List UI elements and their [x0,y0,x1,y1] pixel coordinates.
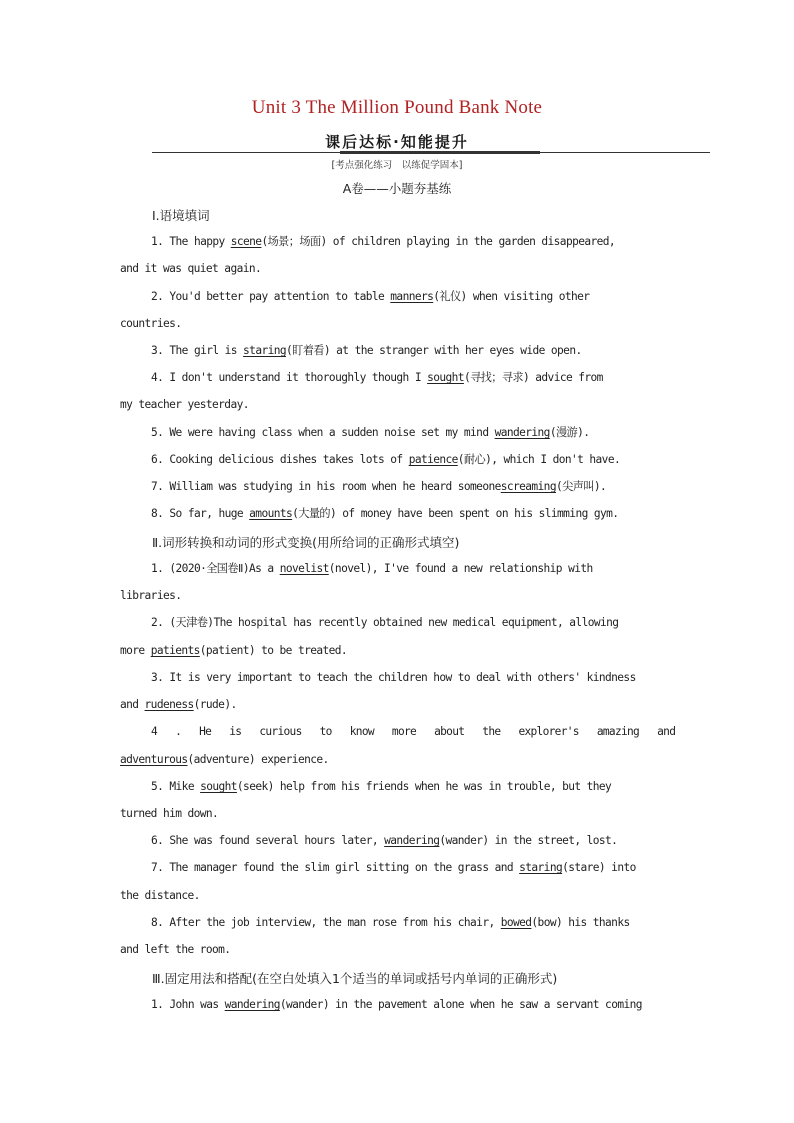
p2-q3-line1: 3. It is very important to teach the children how to deal with others' kindness [151,671,636,684]
p2-q4-line2: adventurous(adventure) experience. [120,753,329,766]
answer: staring [519,861,563,874]
answer: adventurous [120,753,188,766]
part3-heading: Ⅲ.固定用法和搭配(在空白处填入1个适当的单词或括号内单词的正确形式) [152,971,558,986]
answer: wandering [494,426,550,439]
p2-q8-line1: 8. After the job interview, the man rose from his chair, bowed(bow) his thanks [151,916,630,929]
answer: sought [427,371,464,384]
answer: amounts [249,507,293,520]
tagline: [考点强化练习 以练促学固本] [331,160,463,171]
p1-q4-line2: my teacher yesterday. [120,398,249,411]
section-a-heading: A卷——小题夯基练 [342,181,452,196]
p1-q2-line2: countries. [120,317,182,330]
p3-q1-line1: 1. John was wandering(wander) in the pavement alone when he saw a servant coming [151,998,642,1011]
answer: patience [408,453,458,466]
page-title: Unit 3 The Million Pound Bank Note [251,97,543,118]
p2-q2-line1: 2. (天津卷)The hospital has recently obtained new medical equipment, allowing [151,616,619,629]
p2-q3-line2: and rudeness(rude). [120,698,237,711]
p1-q4-line1: 4. I don't understand it thoroughly though I sought(寻找；寻求) advice from [151,371,603,384]
p2-q8-line2: and left the room. [120,943,231,956]
p2-q1-line2: libraries. [120,589,182,602]
answer: screaming [500,480,556,493]
p2-q6: 6. She was found several hours later, wandering(wander) in the street, lost. [151,834,618,847]
part1-heading: Ⅰ.语境填词 [152,208,210,223]
p1-q8: 8. So far, huge amounts(大量的) of money have been spent on his slimming gym. [151,507,619,520]
title-divider-accent [340,151,540,154]
answer: wandering [224,998,280,1011]
answer: rudeness [144,698,194,711]
answer: staring [243,344,286,357]
p1-q1-line2: and it was quiet again. [120,262,262,275]
part2-heading: Ⅱ.词形转换和动词的形式变换(用所给词的正确形式填空) [152,535,460,550]
p1-q2-line1: 2. You'd better pay attention to table manners(礼仪) when visiting other [151,290,590,303]
p2-q1-line1: 1. (2020·全国卷Ⅱ)As a novelist(novel), I've found a new relationship with [151,562,593,575]
answer: manners [390,290,434,303]
p1-q6: 6. Cooking delicious dishes takes lots of patience(耐心), which I don't have. [151,453,621,466]
p2-q2-line2: more patients(patient) to be treated. [120,644,348,657]
p2-q7-line2: the distance. [120,889,200,902]
answer: sought [200,780,237,793]
answer: bowed [500,916,532,929]
answer: scene [230,235,262,248]
p2-q4-line1: 4 . He is curious to know more about the explorer's amazing and [151,725,676,738]
answer: novelist [279,562,329,575]
p2-q5-line2: turned him down. [120,807,219,820]
section-subtitle: 课后达标·知能提升 [325,133,469,151]
p2-q5-line1: 5. Mike sought(seek) help from his friends when he was in trouble, but they [151,780,612,793]
p1-q5: 5. We were having class when a sudden noise set my mind wandering(漫游). [151,426,590,439]
p2-q7-line1: 7. The manager found the slim girl sitting on the grass and staring(stare) into [151,861,636,874]
answer: wandering [384,834,440,847]
answer: patients [150,644,200,657]
p1-q3: 3. The girl is staring(盯着看) at the stranger with her eyes wide open. [151,344,582,357]
p1-q1-line1: 1. The happy scene(场景；场面) of children playing in the garden disappeared, [151,235,616,248]
p1-q7: 7. William was studying in his room when he heard someonescreaming(尖声叫). [151,480,607,493]
